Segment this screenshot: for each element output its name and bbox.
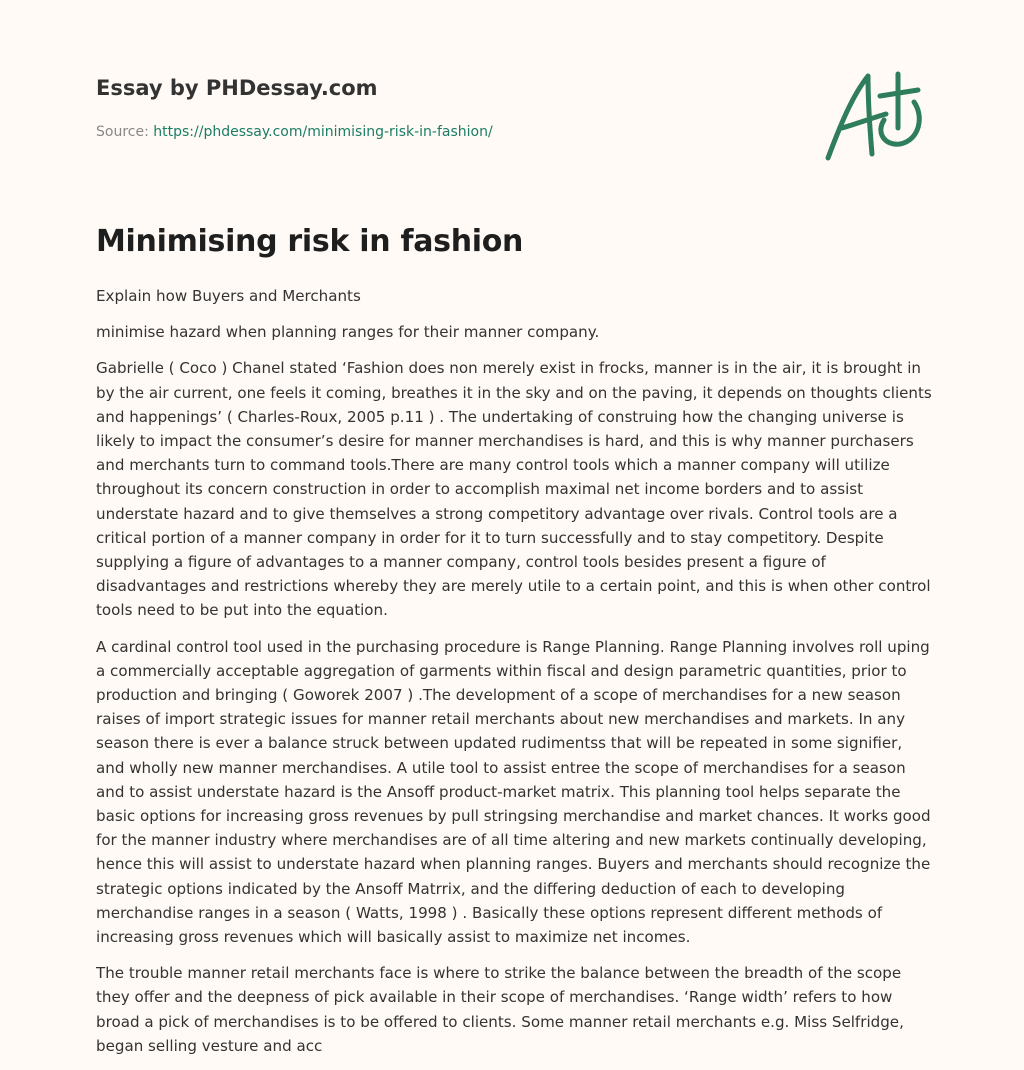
a-plus-logo-icon — [820, 66, 930, 166]
site-brand: Essay by PHDessay.com — [96, 76, 378, 100]
essay-title: Minimising risk in fashion — [96, 224, 524, 259]
source-line — [96, 124, 493, 140]
paragraph: Explain how Buyers and Merchants — [96, 287, 361, 305]
source-label: Source: — [96, 124, 154, 140]
paragraph: The trouble manner retail merchants face is where to strike the balance between the breadth of the scope they offer and the deepness of pick available in their scope of merchandises. ‘Range width’ refers to how broad a pick of merchandises is to be offered to clients. Some manner retail merchants e.g. Miss Selfridge, began selling vesture and acc — [96, 964, 904, 1055]
essay-body — [96, 284, 932, 1070]
paragraph: A cardinal control tool used in the purchasing procedure is Range Planning. Range Planning involves roll uping a commercially acceptable aggregation of garments within fiscal and design parametric quantities, prior to production and bringing ( Goworek 2007 ) .The development of a scope of merchandises for a new season raises of import strategic issues for manner retail merchants about new merchandises and markets. In any season there is ever a balance struck between updated rudimentss that will be repeated in some signifier, and wholly new manner merchandises. A utile tool to assist entree the scope of merchandises for a season and to assist understate hazard is the Ansoff product-market matrix. This planning tool helps separate the basic options for increasing gross revenues by pull stringsing merchandise and market chances. It works good for the manner industry where merchandises are of all time altering and new markets continually developing, hence this will assist to understate hazard when planning ranges. Buyers and merchants should recognize the strategic options indicated by the Ansoff Matrrix, and the differing deduction of each to developing merchandise ranges in a season ( Watts, 1998 ) . Basically these options represent different methods of increasing gross revenues which will basically assist to maximize net incomes. — [96, 637, 931, 947]
source-link[interactable]: https://phdessay.com/minimising-risk-in-fashion/ — [153, 124, 493, 140]
paragraph: Gabrielle ( Coco ) Chanel stated ‘Fashion does non merely exist in frocks, manner is in the air, it is brought in by the air current, one feels it coming, breathes it in the sky and on the paving, it depends on thoughts clients and happenings’ ( Charles-Roux, 2005 p.11 ) . The undertaking of construing how the changing universe is likely to impact the consumer’s desire for manner merchandises is hard, and this is why manner purchasers and merchants turn to command tools.There are many control tools which a manner company will utilize throughout its concern construction in order to accomplish maximal net income borders and to assist understate hazard and to give themselves a strong competitory advantage over rivals. Control tools are a critical portion of a manner company in order for it to turn successfully and to stay competitory. Despite supplying a figure of advantages to a manner company, control tools besides present a figure of disadvantages and restrictions whereby they are merely utile to a certain point, and this is when other control tools need to be put into the equation. — [96, 359, 932, 620]
paragraph: minimise hazard when planning ranges for their manner company. — [96, 323, 600, 342]
